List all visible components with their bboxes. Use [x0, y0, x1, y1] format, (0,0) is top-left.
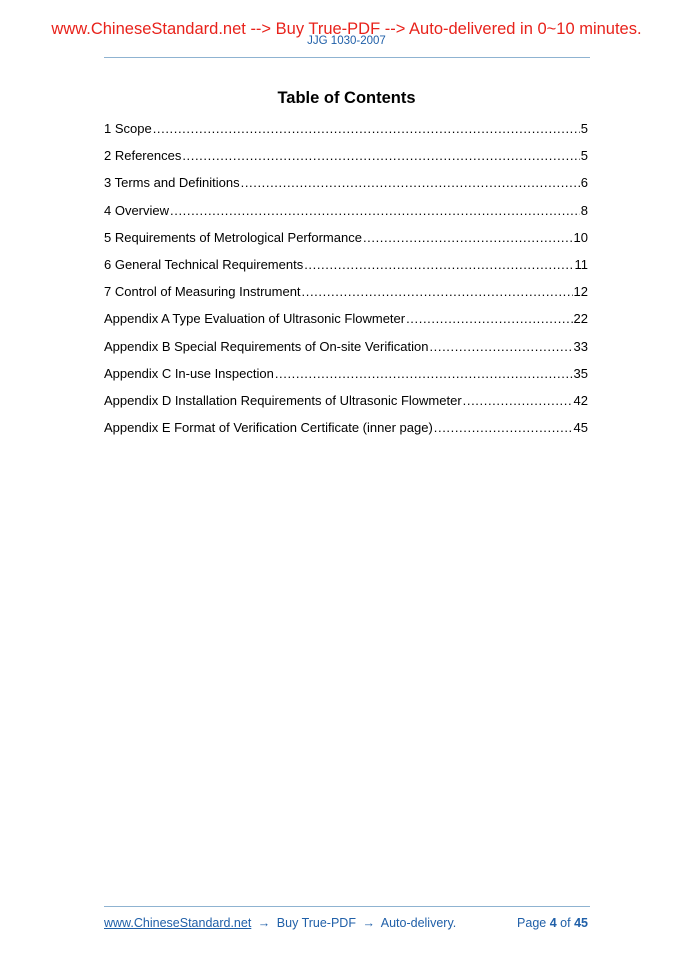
toc-entry[interactable]	[104, 120, 588, 147]
buy-text: Buy True-PDF	[276, 916, 356, 930]
toc-entry-label: 3 Terms and Definitions	[104, 175, 240, 191]
toc-entry-label: 2 References	[104, 148, 182, 164]
current-page-number: 4	[549, 916, 557, 930]
toc-entry-label: Appendix B Special Requirements of On-site Verification	[104, 338, 429, 354]
dot-leader	[302, 283, 573, 301]
page-title: Table of Contents	[277, 89, 416, 107]
toc-entry-label: Appendix D Installation Requirements of Ultrasonic Flowmeter	[104, 392, 462, 408]
dot-leader	[275, 365, 573, 383]
footer-divider	[104, 906, 590, 907]
toc-entry-page: 6	[580, 175, 588, 191]
page-of-label: of	[560, 916, 571, 930]
total-pages-number: 45	[574, 916, 588, 930]
site-link[interactable]: www.ChineseStandard.net	[104, 916, 252, 930]
table-of-contents	[104, 120, 588, 446]
arrow-right-icon: →	[362, 916, 375, 930]
toc-entry[interactable]	[104, 365, 588, 392]
toc-entry-label: Appendix A Type Evaluation of Ultrasonic Flowmeter	[104, 311, 406, 327]
dot-leader	[170, 202, 580, 220]
toc-entry[interactable]	[104, 202, 588, 229]
toc-entry-label: Appendix C In-use Inspection	[104, 365, 274, 381]
delivery-text: Auto-delivery.	[380, 916, 457, 930]
page-indicator	[517, 914, 588, 932]
toc-entry-label: 4 Overview	[104, 202, 170, 218]
toc-entry-label: Appendix E Format of Verification Certificate (inner page)	[104, 420, 433, 436]
dot-leader	[434, 419, 573, 437]
dot-leader	[182, 147, 579, 165]
toc-entry[interactable]	[104, 229, 588, 256]
toc-entry-label: 1 Scope	[104, 121, 152, 136]
toc-entry-page: 10	[573, 229, 588, 245]
dot-leader	[406, 310, 572, 328]
header-divider	[104, 57, 590, 58]
document-code: JJG 1030-2007	[307, 35, 386, 47]
toc-entry[interactable]	[104, 310, 588, 337]
toc-entry[interactable]	[104, 338, 588, 365]
toc-entry-page: 5	[580, 148, 588, 164]
toc-entry-page: 5	[580, 121, 588, 136]
toc-entry-page: 12	[573, 284, 588, 300]
toc-entry-page: 11	[574, 256, 588, 272]
dot-leader	[241, 174, 580, 192]
page-footer	[104, 914, 588, 932]
toc-entry[interactable]	[104, 174, 588, 201]
toc-entry-label: 5 Requirements of Metrological Performance	[104, 229, 362, 245]
toc-entry[interactable]	[104, 392, 588, 419]
toc-entry-page: 35	[573, 365, 588, 381]
dot-leader	[429, 338, 572, 356]
toc-entry-label: 7 Control of Measuring Instrument	[104, 284, 301, 300]
toc-entry[interactable]	[104, 419, 588, 446]
toc-entry-page: 33	[573, 338, 588, 354]
dot-leader	[363, 229, 573, 247]
dot-leader	[153, 120, 580, 138]
toc-entry-page: 22	[573, 311, 588, 327]
dot-leader	[304, 256, 573, 274]
toc-entry[interactable]	[104, 283, 588, 310]
page-label: Page	[517, 916, 547, 930]
promo-banner: www.ChineseStandard.net --> Buy True-PDF --> Auto-delivered in 0~10 minutes.	[51, 20, 642, 38]
toc-entry-page: 45	[573, 420, 588, 436]
footer-promo	[104, 914, 456, 932]
toc-entry-page: 8	[580, 202, 588, 218]
toc-entry[interactable]	[104, 147, 588, 174]
toc-entry-page: 42	[573, 392, 588, 408]
toc-entry-label: 6 General Technical Requirements	[104, 256, 304, 272]
arrow-right-icon: →	[257, 916, 271, 930]
dot-leader	[463, 392, 573, 410]
toc-entry[interactable]	[104, 256, 588, 283]
